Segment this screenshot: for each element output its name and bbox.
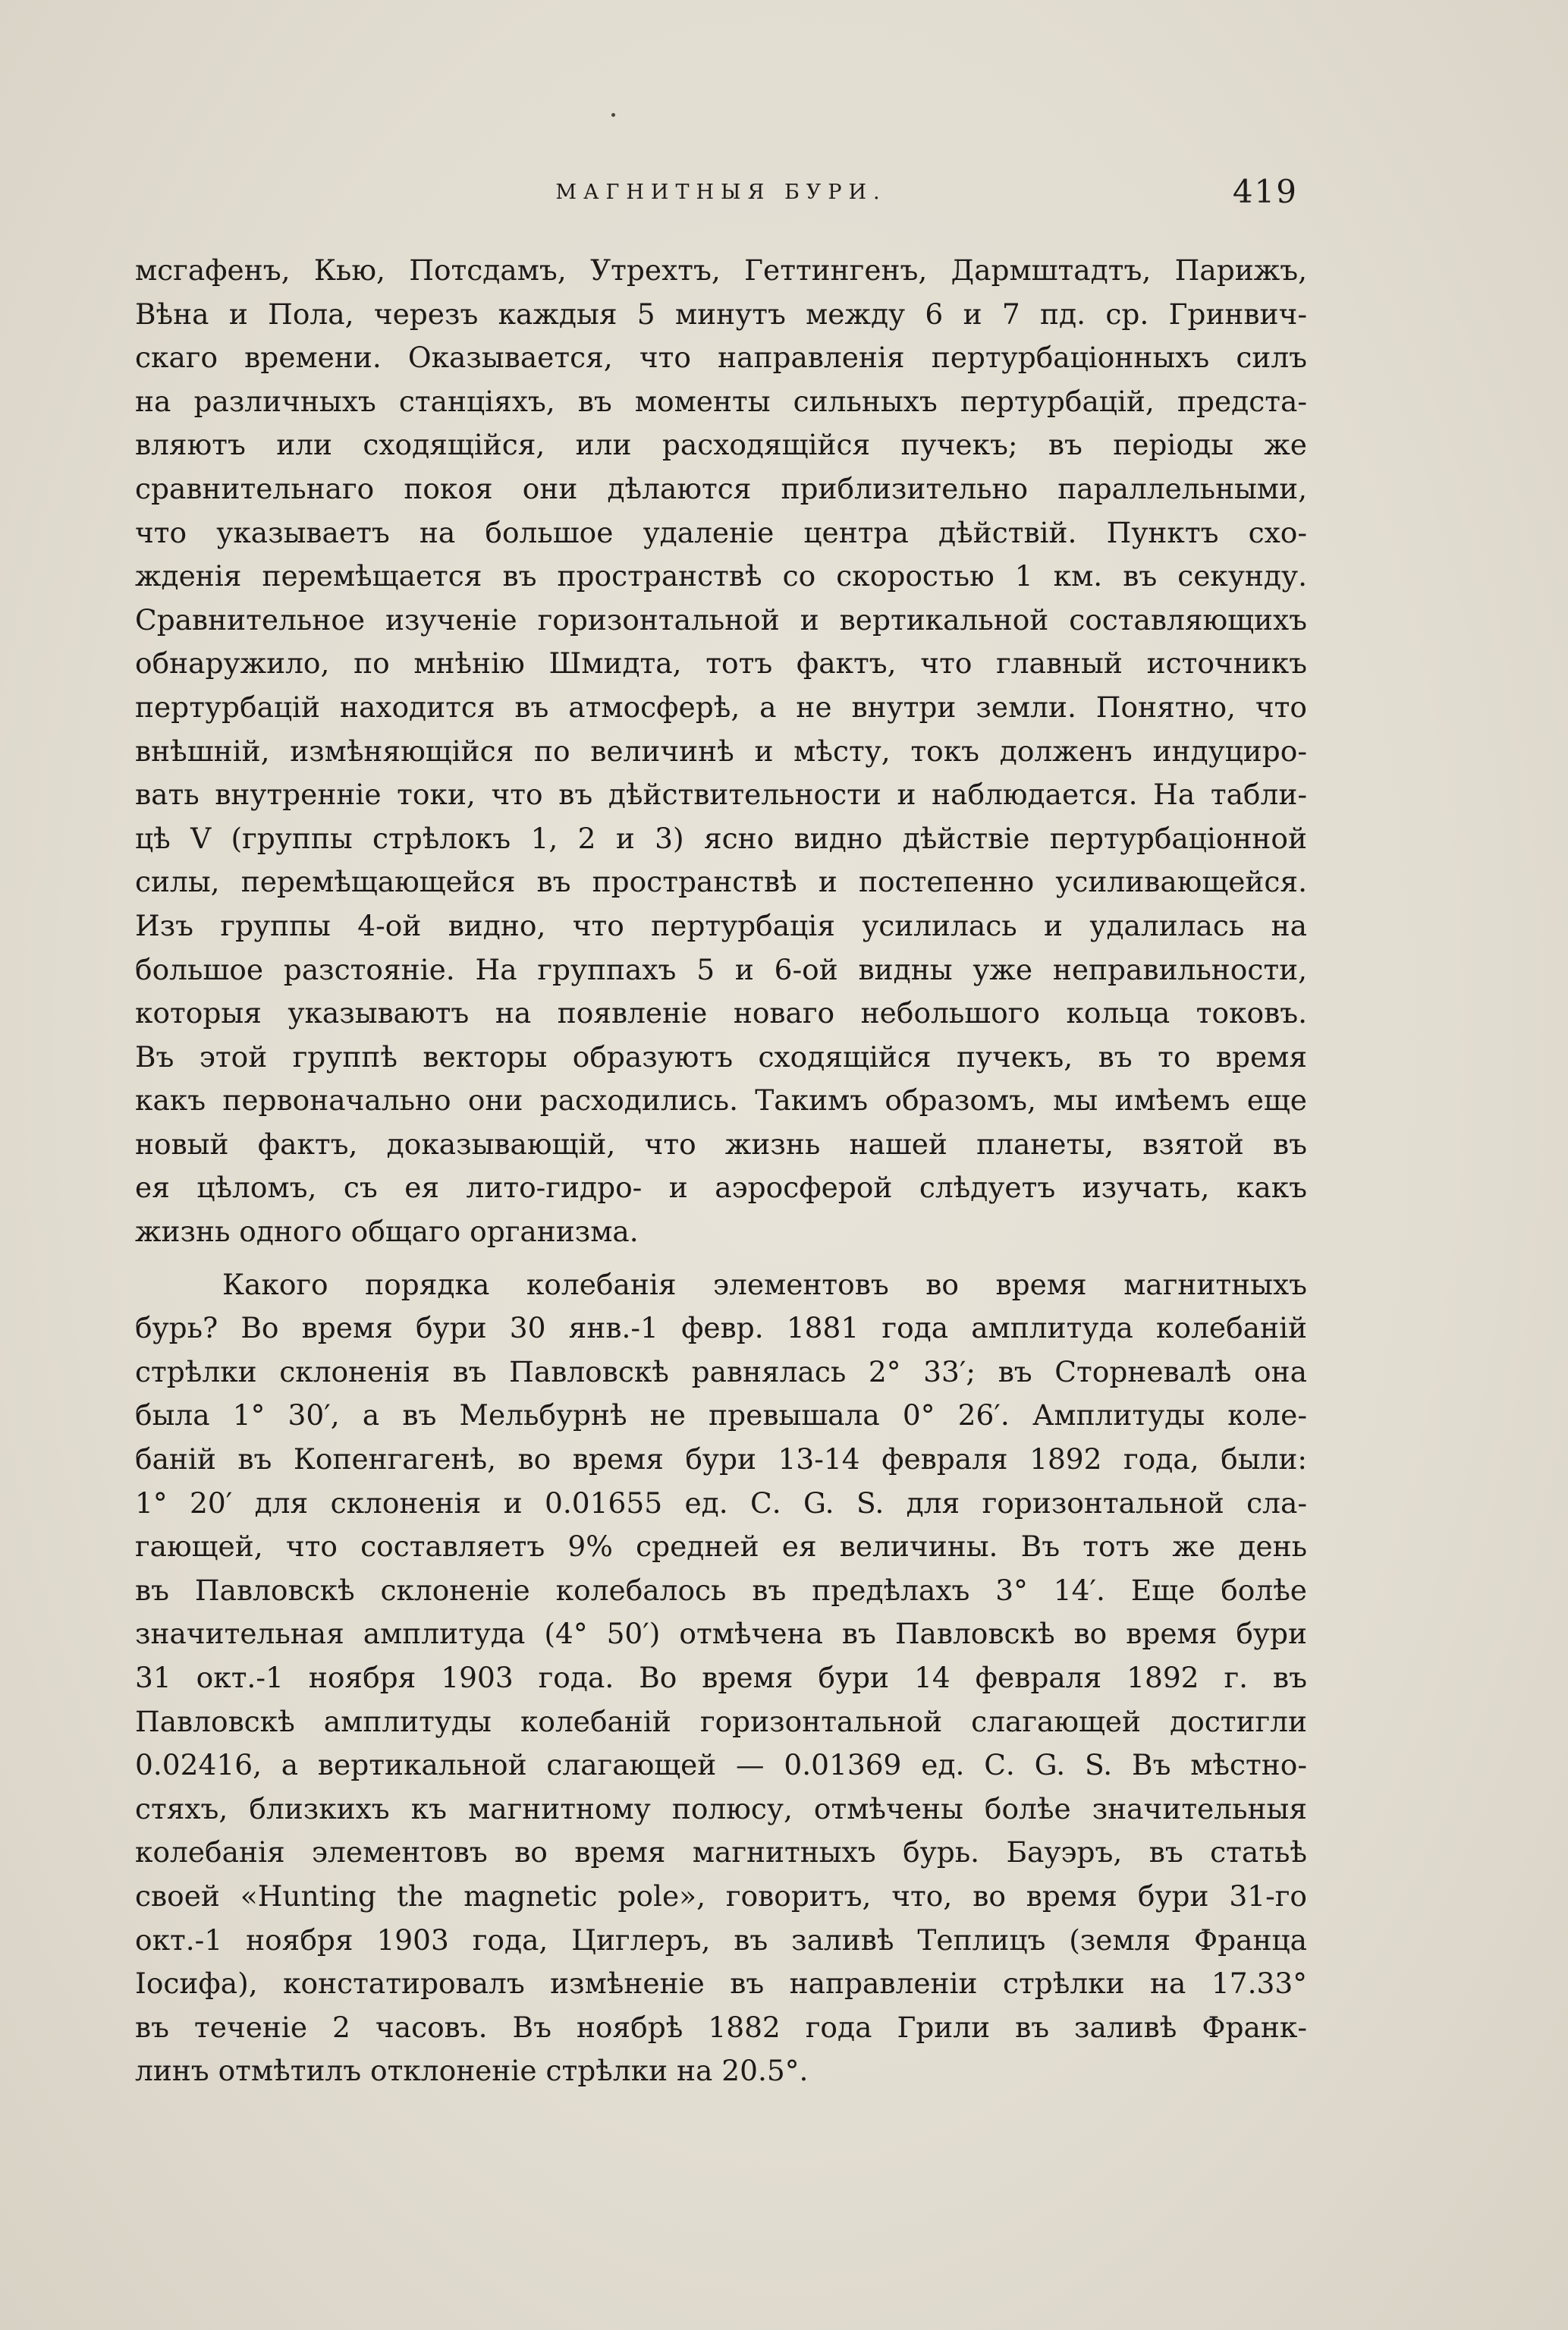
text-line: на различныхъ станціяхъ, въ моменты сильныхъ пертурбацій, предста- (135, 384, 1307, 418)
text-line: скаго времени. Оказывается, что направленія пертурбаціонныхъ силъ (135, 341, 1307, 375)
text-line: жденія перемѣщается въ пространствѣ со скоростью 1 км. въ секунду. (135, 559, 1307, 593)
body-text (135, 249, 1307, 2093)
text-line: цѣ V (группы стрѣлокъ 1, 2 и 3) ясно видно дѣйствіе пертурбаціонной (135, 821, 1307, 855)
paragraph-gap (135, 1254, 1307, 1263)
text-line: новый фактъ, доказывающій, что жизнь нашей планеты, взятой въ (135, 1127, 1307, 1161)
text-line: пертурбацій находится въ атмосферѣ, а не внутри земли. Понятно, что (135, 690, 1307, 724)
text-line: гающей, что составляетъ 9% средней ея величины. Въ тотъ же день (135, 1530, 1307, 1564)
text-line: колебанія элементовъ во время магнитныхъ бурь. Бауэръ, въ статьѣ (135, 1835, 1307, 1869)
text-line: своей «Hunting the magnetic pole», говоритъ, что, во время бури 31-го (135, 1879, 1307, 1913)
text-line: линъ отмѣтилъ отклоненіе стрѣлки на 20.5°. (135, 2054, 809, 2088)
text-line: въ теченіе 2 часовъ. Въ ноябрѣ 1882 года Грили въ заливѣ Франк- (135, 2010, 1307, 2044)
text-line: вляютъ или сходящійся, или расходящійся пучекъ; въ періоды же (135, 428, 1307, 462)
text-line: Какого порядка колебанія элементовъ во время магнитныхъ (222, 1267, 1307, 1301)
text-line: которыя указываютъ на появленіе новаго небольшого кольца токовъ. (135, 996, 1307, 1030)
running-head: МАГНИТНЫЯ БУРИ. (555, 181, 887, 204)
text-line: 1° 20′ для склоненія и 0.01655 ед. С. G. S. для горизонтальной сла- (135, 1486, 1307, 1520)
text-line: стрѣлки склоненія въ Павловскѣ равнялась 2° 33′; въ Сторневалѣ она (135, 1354, 1307, 1388)
text-line: бурь? Во время бури 30 янв.-1 февр. 1881 года амплитуда колебаній (135, 1311, 1307, 1345)
text-line: силы, перемѣщающейся въ пространствѣ и постепенно усиливающейся. (135, 865, 1307, 899)
text-line: 0.02416, а вертикальной слагающей — 0.01369 ед. С. G. S. Въ мѣстно- (135, 1748, 1307, 1782)
text-line: вать внутренніе токи, что въ дѣйствительности и наблюдается. На табли- (135, 778, 1307, 812)
ink-speck (611, 113, 615, 117)
text-line: была 1° 30′, а въ Мельбурнѣ не превышала 0° 26′. Амплитуды коле- (135, 1398, 1307, 1432)
text-line: Іосифа), констатировалъ измѣненіе въ направленіи стрѣлки на 17.33° (135, 1967, 1307, 2001)
text-line: баній въ Копенгагенѣ, во время бури 13-14 февраля 1892 года, были: (135, 1442, 1307, 1476)
text-line: Въ этой группѣ векторы образуютъ сходящійся пучекъ, въ то время (135, 1039, 1307, 1074)
text-line: окт.-1 ноября 1903 года, Циглеръ, въ заливѣ Теплицъ (земля Франца (135, 1923, 1307, 1957)
text-line: въ Павловскѣ склоненіе колебалось въ предѣлахъ 3° 14′. Еще болѣе (135, 1573, 1307, 1607)
text-line: что указываетъ на большое удаленіе центра дѣйствій. Пунктъ схо- (135, 515, 1307, 549)
text-line: Сравнительное изученіе горизонтальной и вертикальной составляющихъ (135, 602, 1307, 637)
text-line: мсгафенъ, Кью, Потсдамъ, Утрехтъ, Геттингенъ, Дармштадтъ, Парижъ, (135, 253, 1307, 287)
text-line: стяхъ, близкихъ къ магнитному полюсу, отмѣчены болѣе значительныя (135, 1791, 1307, 1825)
text-line: Павловскѣ амплитуды колебаній горизонтальной слагающей достигли (135, 1704, 1307, 1738)
page-number: 419 (1232, 173, 1298, 210)
text-line: сравнительнаго покоя они дѣлаются приблизительно параллельными, (135, 471, 1307, 505)
paragraph-1 (135, 249, 1307, 1254)
text-line: жизнь одного общаго организма. (135, 1215, 639, 1249)
text-line: 31 окт.-1 ноября 1903 года. Во время бури 14 февраля 1892 г. въ (135, 1661, 1307, 1694)
text-line: Изъ группы 4-ой видно, что пертурбація усилилась и удалилась на (135, 908, 1307, 942)
text-line: обнаружило, по мнѣнію Шмидта, тотъ фактъ, что главный источникъ (135, 646, 1307, 681)
text-line: значительная амплитуда (4° 50′) отмѣчена въ Павловскѣ во время бури (135, 1617, 1307, 1651)
text-line: какъ первоначально они расходились. Такимъ образомъ, мы имѣемъ еще (135, 1083, 1307, 1118)
text-line: ея цѣломъ, съ ея лито-гидро- и аэросферой слѣдуетъ изучать, какъ (135, 1171, 1307, 1205)
text-line: большое разстояніе. На группахъ 5 и 6-ой видны уже неправильности, (135, 952, 1307, 986)
text-line: Вѣна и Пола, черезъ каждыя 5 минутъ между 6 и 7 пд. ср. Гринвич- (135, 297, 1307, 331)
paragraph-2 (135, 1263, 1307, 2093)
text-line: внѣшній, измѣняющійся по величинѣ и мѣсту, токъ долженъ индуциро- (135, 734, 1307, 768)
page-header (135, 173, 1307, 214)
